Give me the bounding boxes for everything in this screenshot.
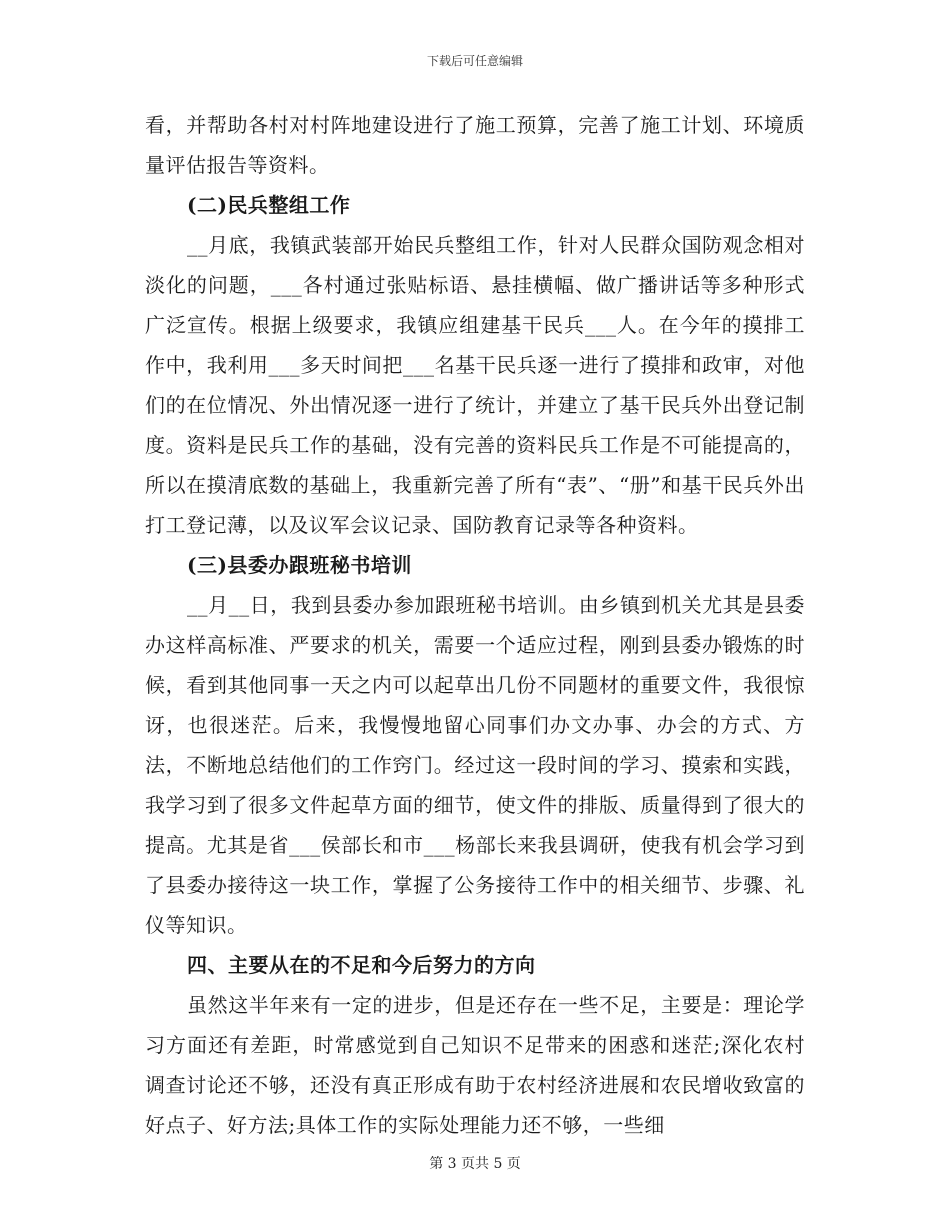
page-footer: 第 3 页共 5 页	[429, 1156, 521, 1172]
page-header: 下载后可任意编辑	[426, 54, 523, 68]
paragraph-secretary-training: __月__日，我到县委办参加跟班秘书培训。由乡镇到机关尤其是县委办这样高标准、严要求的机关，需要一个适应过程，刚到县委办锻炼的时候，看到其他同事一天之内可以起草出几份不同题材的重要文件，我很惊讶，也很迷茫。后来，我慢慢地留心同事们办文办事、办会的方式、方法，不断地总结他们的工作窍门。经过这一段时间的学习、摸索和实践，我学习到了很多文件起草方面的细节，使文件的排版、质量得到了很大的提高。尤其是省___侯部长和市___杨部长来我县调研，使我有机会学习到了县委办接待这一块工作，掌握了公务接待工作中的相关细节、步骤、礼仪等知识。	[145, 593, 805, 937]
document-body	[145, 105, 805, 1145]
paragraph-militia: __月底，我镇武装部开始民兵整组工作，针对人民群众国防观念相对淡化的问题，___各村通过张贴标语、悬挂横幅、做广播讲话等多种形式广泛宣传。根据上级要求，我镇应组建基干民兵___人。在今年的摸排工作中，我利用___多天时间把___名基干民兵逐一进行了摸排和政审，对他们的在位情况、外出情况逐一进行了统计，并建立了基干民兵外出登记制度。资料是民兵工作的基础，没有完善的资料民兵工作是不可能提高的，所以在摸清底数的基础上，我重新完善了所有“表”、“册”和基干民兵外出打工登记薄，以及议军会议记录、国防教育记录等各种资料。	[145, 233, 805, 537]
section-heading-secretary-training: (三)县委办跟班秘书培训	[187, 553, 412, 577]
section-heading-shortcomings: 四、主要从在的不足和今后努力的方向	[187, 953, 536, 977]
section-heading-militia: (二)民兵整组工作	[187, 193, 351, 217]
paragraph-continuation: 看，并帮助各村对村阵地建设进行了施工预算，完善了施工计划、环境质量评估报告等资料。	[145, 113, 805, 177]
paragraph-shortcomings: 虽然这半年来有一定的进步，但是还存在一些不足，主要是：理论学习方面还有差距，时常感觉到自己知识不足带来的困惑和迷茫;深化农村调查讨论还不够，还没有真正形成有助于农村经济进展和农民增收致富的好点子、好方法;具体工作的实际处理能力还不够，一些细	[145, 993, 805, 1137]
